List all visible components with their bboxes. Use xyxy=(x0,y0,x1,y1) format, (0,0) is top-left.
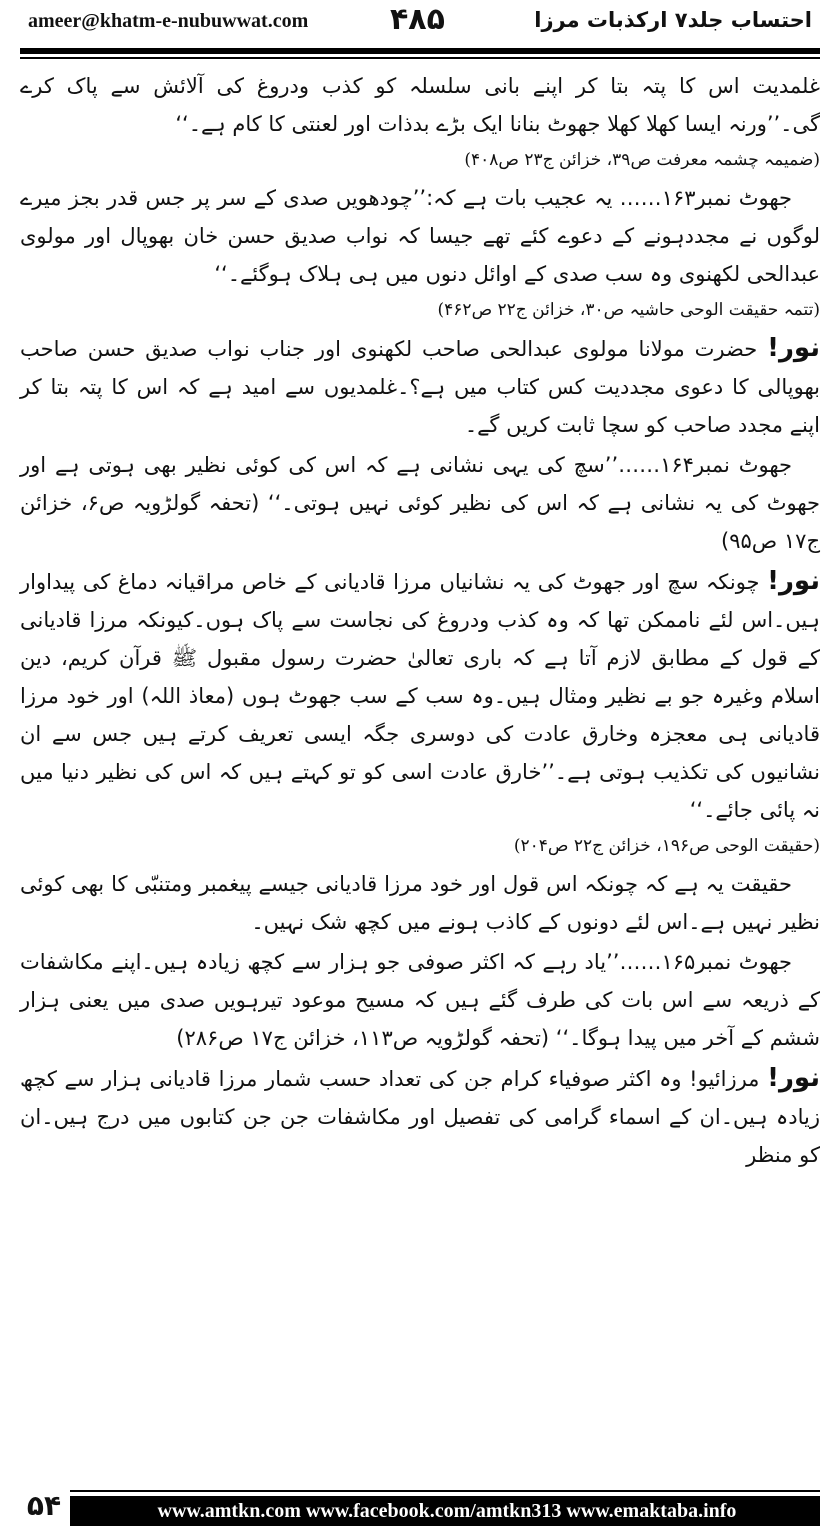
paragraph: غلمدیت اس کا پتہ بتا کر اپنے بانی سلسلہ کو کذب ودروغ کی آلائش سے پاک کرے گی۔’’ورنہ ایسا کھلا کھلا جھوٹ بنانا ایک بڑے بدذات اور لعنتی کا کام ہے۔‘‘ xyxy=(20,74,820,136)
paragraph: نور! حضرت مولانا مولوی عبدالحی صاحب لکھنوی اور جناب نواب صدیق حسن صاحب بھوپالی کا دعوی مجددیت کس کتاب میں ہے؟۔غلمدیوں سے امید ہے کہ اس کا پتہ بتا کر اپنے مجدد صاحب کو سچا ثابت کریں گے۔ xyxy=(20,333,820,437)
reference-citation: (حقیقت الوحی ص۱۹۶، خزائن ج۲۲ ص۲۰۴) xyxy=(513,836,820,856)
paragraph: جھوٹ نمبر۱۶۵……’’یاد رہے کہ اکثر صوفی جو ہزار سے کچھ زیادہ ہیں۔اپنے مکاشفات کے ذریعہ سے اس بات کی طرف گئے ہیں کہ مسیح موعود تیرہویں صدی میں یعنی ہزار ششم کے آخر میں پیدا ہوگا۔‘‘ (تحفہ گولڑویہ ص۱۱۳، خزائن ج۱۷ ص۲۸۶) xyxy=(20,950,820,1050)
reference-citation: (ضمیمہ چشمہ معرفت ص۳۹، خزائن ج۲۳ ص۴۰۸) xyxy=(464,150,820,170)
paragraph: نور! چونکہ سچ اور جھوٹ کی یہ نشانیاں مرزا قادیانی کے خاص مراقیانہ دماغ کی پیداوار ہیں۔اس لئے ناممکن تھا کہ وہ کذب ودروغ کی نجاست سے پاک ہوں۔کیونکہ مرزا قادیانی کے قول کے مطابق لازم آتا ہے کہ باری تعالیٰ حضرت رسول مقبول ﷺ قرآن کریم، دین اسلام وغیرہ جو بے نظیر ومثال ہیں۔وہ سب کے سب جھوٹ ہوں (معاذ اللہ) اور خود مرزا قادیانی ہی معجزہ وخارق عادت کی دوسری جگہ ایسی تعریف کرتے ہیں جس سے ان نشانیوں کی تکذیب ہوتی ہے۔’’خارق عادت اسی کو تو کہتے ہیں کہ اس کی نظیر دنیا میں نہ پائی جائے۔‘‘ xyxy=(20,566,820,822)
header-page-number: ۴۸۵ xyxy=(390,2,445,37)
nur-label: نور! xyxy=(767,566,820,596)
paragraph: نور! مرزائیو! وہ اکثر صوفیاء کرام جن کی تعداد حسب شمار مرزا قادیانی ہزار سے کچھ زیادہ ہیں۔ان کے اسماء گرامی کی تفصیل اور مکاشفات جن جن کتابوں میں درج ہیں۔ان کو منظر xyxy=(20,1063,820,1167)
paragraph: جھوٹ نمبر۱۶۳…… یہ عجیب بات ہے کہ:’’چودھویں صدی کے سر پر جس قدر بجز میرے لوگوں نے مجددہونے کے دعوے کئے تھے جیسا کہ نواب صدیق حسن خان بھوپال اور مولوی عبدالحی لکھنوی وہ سب صدی کے اوائل دنوں میں ہی ہلاک ہوگئے۔‘‘ xyxy=(20,186,820,286)
header-email: ameer@khatm-e-nubuwwat.com xyxy=(28,10,309,32)
paragraph: جھوٹ نمبر۱۶۴……’’سچ کی یہی نشانی ہے کہ اس کی کوئی نظیر بھی ہوتی ہے اور جھوٹ کی یہ نشانی ہے کہ اس کی نظیر کوئی نہیں ہوتی۔‘‘ (تحفہ گولڑویہ ص۶، خزائن ج۱۷ ص۹۵) xyxy=(20,453,821,553)
nur-label: نور! xyxy=(767,333,820,363)
page-content xyxy=(20,67,820,1174)
page-header xyxy=(20,0,820,44)
header-rule-thin xyxy=(20,57,820,59)
reference-citation: (تتمہ حقیقت الوحی حاشیہ ص۳۰، خزائن ج۲۲ ص۴۶۲) xyxy=(437,300,820,320)
footer-rule xyxy=(70,1490,820,1492)
paragraph: حقیقت یہ ہے کہ چونکہ اس قول اور خود مرزا قادیانی جیسے پیغمبر ومتنبّی کا بھی کوئی نظیر نہیں ہے۔اس لئے دونوں کے کاذب ہونے میں کچھ شک نہیں۔ xyxy=(20,872,820,934)
nur-label: نور! xyxy=(767,1063,820,1093)
header-title: احتساب جلد۷ ارکذبات مرزا xyxy=(534,8,812,32)
page-footer xyxy=(20,1486,820,1526)
footer-websites: www.amtkn.com www.facebook.com/amtkn313 www.emaktaba.info xyxy=(157,1500,737,1522)
footer-page-number: ۵۴ xyxy=(26,1489,62,1522)
header-rule-thick xyxy=(20,48,820,54)
